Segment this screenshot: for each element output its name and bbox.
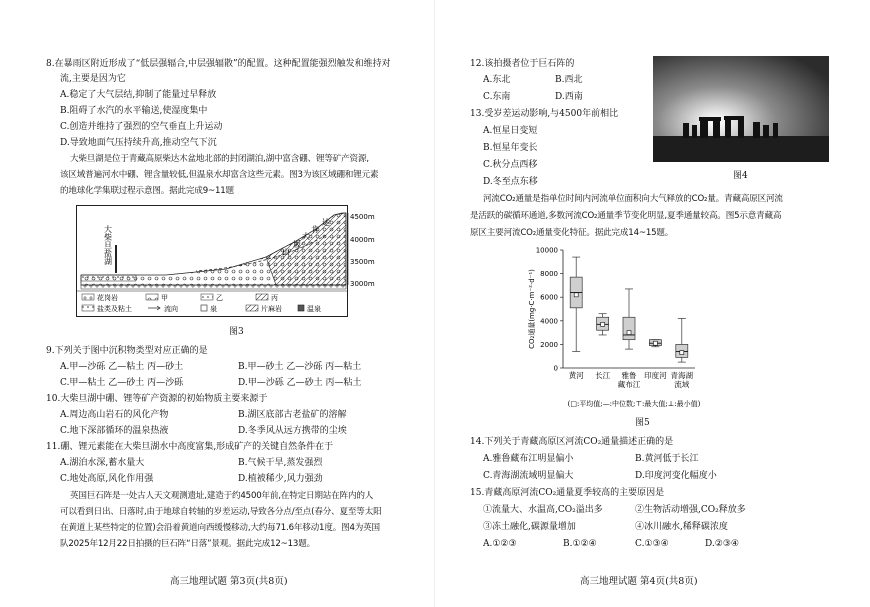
intro-9-11-line3: 的地球化学集联过程示意图。据此完成9~11题	[60, 186, 234, 196]
q8-option-b: B.阻碍了水汽的水平输送,使湿度集中	[60, 106, 208, 116]
intro-9-11-line1: 大柴旦湖是位于青藏高原柴达木盆地北部的封闭湖泊,湖中富含硼、锂等矿产资源,	[70, 154, 369, 164]
legend-granite-swatch	[82, 294, 94, 300]
q11-option-b: B.气候干旱,蒸发强烈	[238, 458, 323, 468]
legend-salt-swatch	[82, 305, 94, 311]
legend-hot-spring: 温泉	[307, 305, 321, 313]
q10-option-b: B.湖区底部古老盐矿的溶解	[238, 410, 347, 420]
category-label: 藏布江	[617, 380, 641, 389]
q15-item-2: ②生物活动增强,CO₂释放多	[635, 505, 746, 515]
page-4-footer: 高三地理试题 第4页(共8页)	[580, 576, 698, 587]
q12-option-d: D.西南	[555, 92, 583, 102]
q11-option-a: A.湖泊水深,蓄水量大	[60, 458, 145, 468]
q13-option-a: A.恒星日变短	[483, 126, 538, 136]
page-4	[435, 0, 870, 607]
q9-option-b: B.甲—砂土 乙—沙砾 丙—粘土	[238, 362, 362, 372]
q14-stem: 14.下列关于青藏高原区河流CO₂通量描述正确的是	[470, 437, 674, 447]
box-iqr	[623, 317, 635, 339]
q12-option-b: B.西北	[555, 75, 583, 85]
category-label: 流域	[674, 380, 690, 389]
category-label: 印度河	[644, 371, 667, 380]
y-tick-label: 8000	[540, 270, 558, 279]
legend-gneiss: 片麻岩	[261, 305, 282, 313]
legend-flow: 流向	[164, 305, 178, 313]
legend-granite: 花岗岩	[97, 294, 118, 302]
mean-marker	[601, 322, 605, 326]
elevation-4000: 4000m	[350, 236, 375, 244]
page-3-footer: 高三地理试题 第3页(共8页)	[170, 576, 288, 587]
y-axis-label: CO₂通量(mg·C·m⁻²·d⁻¹)	[528, 269, 536, 349]
legend-jia: 甲	[161, 294, 168, 302]
y-tick-label: 6000	[540, 293, 558, 302]
category-label: 雅鲁	[621, 371, 637, 380]
lake-label: 大柴旦盐湖	[103, 225, 113, 265]
mean-marker	[627, 331, 631, 335]
q15-item-4: ④冰川融水,稀释碳浓度	[635, 522, 728, 532]
q13-option-c: C.秋分点西移	[483, 160, 538, 170]
legend-spring: 泉	[210, 305, 217, 313]
q13-option-d: D.冬至点东移	[483, 177, 538, 187]
q15-item-1: ①流量大、水温高,CO₂溢出多	[483, 505, 603, 515]
q15-stem: 15.青藏高原河流CO₂通量夏季较高的主要原因是	[470, 488, 665, 498]
granite-layer	[81, 285, 346, 289]
q15-option-a: A.①②③	[483, 539, 517, 549]
figure-3	[76, 205, 376, 317]
mountain-char-1: 达	[322, 218, 330, 227]
q11-option-c: C.地处高原,风化作用强	[60, 474, 154, 484]
mountain-char-4: 坂	[293, 240, 301, 249]
q9-stem: 9.下列关于图中沉积物类型对应正确的是	[46, 346, 208, 356]
q13-option-b: B.恒星年变长	[483, 143, 538, 153]
q10-option-d: D.冬季风从远方携带的尘埃	[238, 426, 347, 436]
q8-option-c: C.创造并维持了强烈的空气垂直上升运动	[60, 122, 223, 132]
category-label: 长江	[595, 371, 611, 380]
q14-option-d: D.印度河变化幅度小	[635, 471, 717, 481]
intro-9-11-line2: 该区域普遍河水中硼、锂含量较低,但温泉水却富含这些元素。图3为该区域硼和锂元素	[60, 170, 379, 180]
y-tick-label: 0	[553, 364, 558, 373]
intro-14-15-line2: 是活跃的碳循环通道,多数河流CO₂通量季节变化明显,夏季通量较高。图5示意青藏高	[470, 211, 782, 221]
intro-14-15-line1: 河流CO₂通量是指单位时间内河流单位面积向大气释放的CO₂量。青藏高原区河流	[483, 194, 783, 204]
y-tick-label: 10000	[535, 246, 558, 255]
q14-option-b: B.黄河低于长江	[635, 454, 699, 464]
q11-stem: 11.硼、锂元素能在大柴旦湖水中高度富集,形成矿产的关键自然条件在于	[46, 442, 334, 452]
q15-option-c: C.①③④	[635, 539, 669, 549]
figure-3-caption: 图3	[229, 327, 244, 337]
legend-jia-swatch	[146, 294, 158, 300]
y-tick-label: 4000	[540, 317, 558, 326]
q12-stem: 12.该拍摄者位于巨石阵的	[470, 59, 575, 69]
mean-marker	[574, 293, 578, 297]
mean-marker	[680, 351, 684, 355]
legend-yi-swatch	[201, 294, 213, 300]
intro-12-13-line3: 在黄道上某些特定的位置)会沿着黄道向西缓慢移动,大约每71.6年移动1度。图4为英国	[60, 523, 380, 533]
q9-option-a: A.甲—沙砾 乙—粘土 丙—砂土	[60, 362, 184, 372]
figure-4-stonehenge-photo	[653, 56, 829, 162]
figure-4-caption: 图4	[733, 171, 748, 181]
legend-salt-clay: 盐类及粘土	[97, 305, 132, 313]
q14-option-c: C.青海湖流域明显偏大	[483, 471, 574, 481]
q15-item-3: ③冻土融化,碳源量增加	[483, 522, 576, 532]
mountain-char-2: 肯	[311, 225, 319, 234]
q8-option-d: D.导致地面气压持续升高,推动空气下沉	[60, 138, 217, 148]
legend-spring-swatch	[201, 305, 207, 311]
q9-option-c: C.甲—粘土 乙—砂土 丙—沙砾	[60, 378, 184, 388]
q12-option-c: C.东南	[483, 92, 511, 102]
salt-clay-layer	[81, 275, 136, 281]
q11-option-d: D.植被稀少,风力强劲	[238, 474, 323, 484]
figure-5-caption: 图5	[635, 418, 650, 428]
q13-stem: 13.受岁差运动影响,与4500年前相比	[470, 109, 619, 119]
chart-legend: (□:平均值;—:中位数;⊤:最大值;⊥:最小值)	[567, 400, 701, 408]
mountain-char-3: 大	[302, 232, 310, 241]
intro-12-13-line2: 可以看到日出、日落时,由于地球自转轴的岁差运动,导致各分点/至点(春分、夏至等太阳	[60, 507, 382, 517]
q10-stem: 10.大柴旦湖中硼、锂等矿产资源的初始物质主要来源于	[46, 394, 268, 404]
elevation-4500: 4500m	[350, 213, 375, 221]
elevation-3500: 3500m	[350, 258, 375, 266]
elevation-3000: 3000m	[350, 280, 375, 288]
mountain-char-5: 山	[282, 248, 290, 257]
legend-gneiss-swatch	[246, 305, 258, 311]
legend-yi: 乙	[216, 294, 223, 302]
q14-option-a: A.雅鲁藏布江明显偏小	[483, 454, 574, 464]
q10-option-a: A.周边高山岩石的风化产物	[60, 410, 169, 420]
category-label: 青海湖	[670, 371, 694, 380]
q12-option-a: A.东北	[483, 75, 511, 85]
intro-12-13-line4: 队2025年12月22日拍摄的巨石阵“日落”景观。据此完成12~13题。	[60, 539, 315, 549]
q8-stem-line2: 流,主要是因为它	[60, 74, 126, 84]
q8-option-a: A.稳定了大气层结,抑制了能量过早释放	[60, 90, 217, 100]
q15-option-d: D.②③④	[705, 539, 739, 549]
intro-14-15-line3: 原区主要河流CO₂通量变化特征。据此完成14~15题。	[470, 228, 674, 238]
legend-bing: 丙	[271, 294, 278, 302]
q10-option-c: C.地下深部循环的温泉热液	[60, 426, 169, 436]
y-tick-label: 2000	[540, 340, 558, 349]
q15-option-b: B.①②④	[563, 539, 597, 549]
legend-bing-swatch	[256, 294, 268, 300]
gneiss-layer	[266, 213, 346, 285]
legend-hot-spring-swatch	[298, 305, 304, 311]
q9-option-d: D.甲—沙砾 乙—砂土 丙—粘土	[238, 378, 362, 388]
q8-stem-line1: 8.在暴雨区附近形成了“低层强辐合,中层强辐散”的配置。这种配置能强烈触发和维持对	[46, 59, 391, 69]
figure-5-box-chart	[525, 242, 745, 412]
mean-marker	[653, 341, 657, 345]
category-label: 黄河	[568, 371, 584, 380]
intro-12-13-line1: 英国巨石阵是一处古人天文观测遗址,建造于约4500年前,在特定日期站在阵内的人	[70, 491, 374, 501]
